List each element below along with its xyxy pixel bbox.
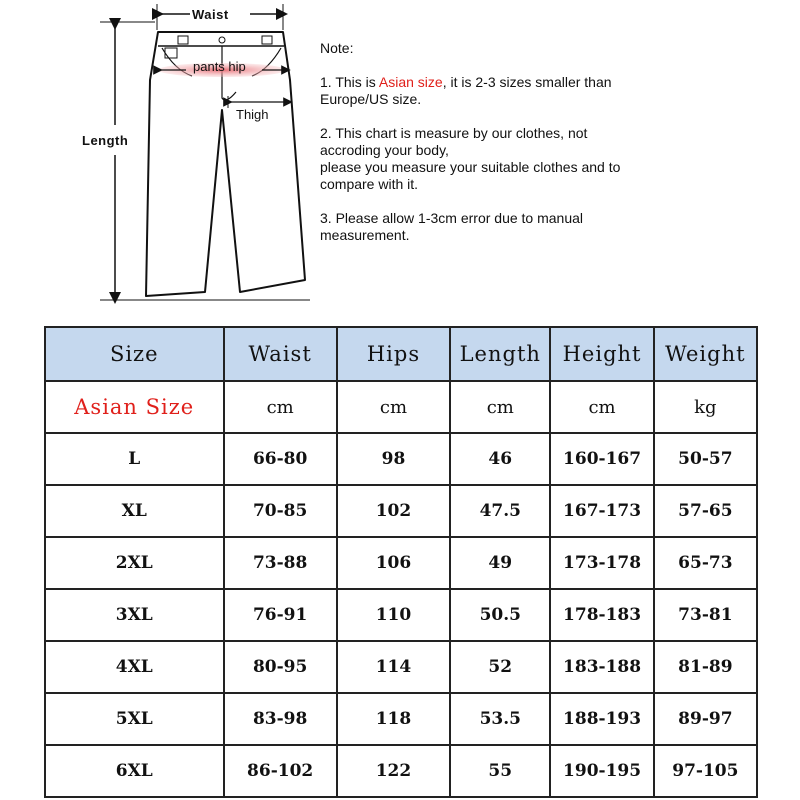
cell-hips: 102 <box>337 485 450 537</box>
cell-weight: 73-81 <box>654 589 757 641</box>
header-waist: Waist <box>224 327 337 381</box>
table-row <box>45 537 757 589</box>
cell-weight: 97-105 <box>654 745 757 797</box>
table-row <box>45 433 757 485</box>
cell-weight: 81-89 <box>654 641 757 693</box>
cell-length: 53.5 <box>450 693 550 745</box>
cell-hips: 98 <box>337 433 450 485</box>
note-1-line-2: Europe/US size. <box>320 91 422 107</box>
cell-waist: 86-102 <box>224 745 337 797</box>
pants-outline-icon <box>0 0 320 310</box>
unit-weight: kg <box>654 381 757 433</box>
table-header-row <box>45 327 757 381</box>
cell-weight: 50-57 <box>654 433 757 485</box>
header-size: Size <box>45 327 224 381</box>
note-3-line-1: 3. Please allow 1-3cm error due to manual <box>320 210 584 226</box>
cell-size: 6XL <box>45 745 224 797</box>
cell-length: 52 <box>450 641 550 693</box>
cell-hips: 106 <box>337 537 450 589</box>
length-label: Length <box>82 133 129 148</box>
header-hips: Hips <box>337 327 450 381</box>
table-row <box>45 641 757 693</box>
pants-diagram <box>0 0 320 310</box>
cell-waist: 66-80 <box>224 433 337 485</box>
cell-length: 55 <box>450 745 550 797</box>
cell-height: 178-183 <box>550 589 653 641</box>
unit-length: cm <box>450 381 550 433</box>
unit-hips: cm <box>337 381 450 433</box>
cell-hips: 110 <box>337 589 450 641</box>
unit-height: cm <box>550 381 653 433</box>
cell-size: 5XL <box>45 693 224 745</box>
note-2-line-1: 2. This chart is measure by our clothes, not <box>320 125 588 141</box>
cell-height: 167-173 <box>550 485 653 537</box>
cell-hips: 114 <box>337 641 450 693</box>
note-2-line-2: accroding your body, <box>320 142 449 158</box>
cell-weight: 57-65 <box>654 485 757 537</box>
cell-waist: 76-91 <box>224 589 337 641</box>
table-row <box>45 589 757 641</box>
cell-height: 173-178 <box>550 537 653 589</box>
notes-heading: Note: <box>320 40 354 56</box>
notes-section <box>320 40 790 261</box>
cell-weight: 65-73 <box>654 537 757 589</box>
cell-size: 4XL <box>45 641 224 693</box>
cell-length: 50.5 <box>450 589 550 641</box>
cell-waist: 83-98 <box>224 693 337 745</box>
note-1-suffix: , it is 2-3 sizes smaller than <box>442 74 612 90</box>
size-chart-table <box>44 326 758 798</box>
cell-height: 160-167 <box>550 433 653 485</box>
cell-size: XL <box>45 485 224 537</box>
note-2-line-4: compare with it. <box>320 176 419 192</box>
table-row <box>45 693 757 745</box>
cell-size: 3XL <box>45 589 224 641</box>
cell-size: L <box>45 433 224 485</box>
table-row <box>45 745 757 797</box>
note-3-line-2: measurement. <box>320 227 410 243</box>
note-2 <box>320 125 790 193</box>
header-length: Length <box>450 327 550 381</box>
cell-hips: 118 <box>337 693 450 745</box>
table-row <box>45 485 757 537</box>
unit-waist: cm <box>224 381 337 433</box>
waist-label: Waist <box>192 7 229 22</box>
cell-size: 2XL <box>45 537 224 589</box>
header-height: Height <box>550 327 653 381</box>
cell-waist: 80-95 <box>224 641 337 693</box>
note-3 <box>320 210 790 244</box>
cell-waist: 73-88 <box>224 537 337 589</box>
header-weight: Weight <box>654 327 757 381</box>
cell-length: 47.5 <box>450 485 550 537</box>
cell-hips: 122 <box>337 745 450 797</box>
units-row <box>45 381 757 433</box>
cell-length: 46 <box>450 433 550 485</box>
unit-size: Asian Size <box>45 381 224 433</box>
cell-weight: 89-97 <box>654 693 757 745</box>
cell-height: 188-193 <box>550 693 653 745</box>
cell-waist: 70-85 <box>224 485 337 537</box>
cell-height: 183-188 <box>550 641 653 693</box>
thigh-label: Thigh <box>236 107 269 122</box>
note-1-prefix: 1. This is <box>320 74 379 90</box>
note-2-line-3: please you measure your suitable clothes and to <box>320 159 621 175</box>
note-1-highlight: Asian size <box>378 74 443 90</box>
pants-hip-label: pants hip <box>193 59 246 74</box>
cell-height: 190-195 <box>550 745 653 797</box>
note-1 <box>320 74 790 108</box>
cell-length: 49 <box>450 537 550 589</box>
